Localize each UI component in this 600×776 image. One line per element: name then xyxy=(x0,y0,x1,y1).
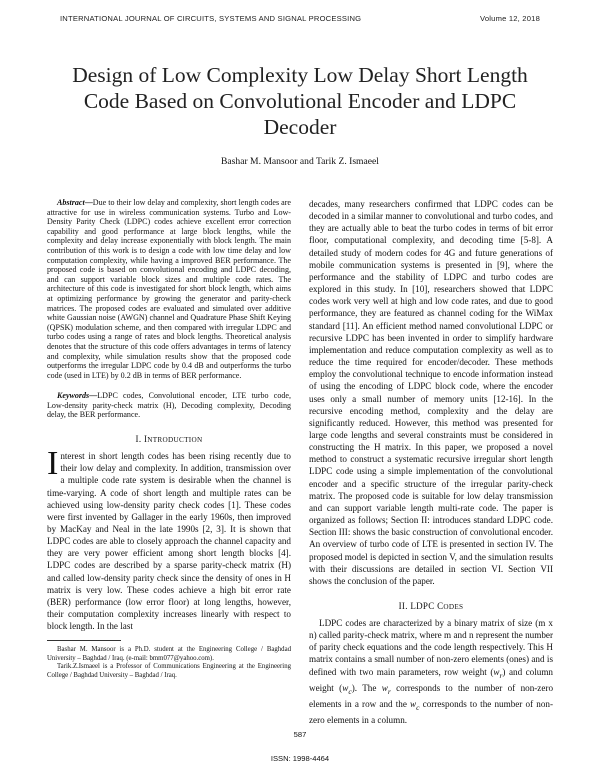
ldpc-paragraph xyxy=(309,617,553,726)
issn: ISSN: 1998-4464 xyxy=(270,754,330,763)
sym-sub: c xyxy=(416,702,420,712)
section-heading-introduction xyxy=(47,434,291,444)
abstract xyxy=(47,198,291,380)
sym-base: w xyxy=(381,682,388,693)
keywords-label: Keywords xyxy=(57,391,90,401)
keywords-text: LDPC codes, Convolutional encoder, LTE turbo code, Low-density parity-check matrix (H), Decoding complexity, Decoding delay, the BER performance. xyxy=(47,391,291,420)
section-first: LDPC C xyxy=(410,601,444,611)
footnote-author-1: Bashar M. Mansoor is a Ph.D. student at the Engineering College / Baghdad University – Baghdad / Iraq. (e-mail: bmm077@yahoo.com). xyxy=(47,646,291,662)
sym-sub: r xyxy=(499,670,503,680)
footnote-rule xyxy=(47,640,121,641)
abstract-dash: — xyxy=(84,198,93,207)
section-first: I xyxy=(143,434,148,445)
right-column xyxy=(309,198,553,726)
abstract-text: Due to their low delay and complexity, short length codes are attractive for use in wireless communication systems. Turbo and Low-Density Parity Check (LDPC) codes achieve excellent error correction capability and good performance at large block lengths, while the complexity and delay increase exponentially with block length. The main contribution of this work is to design a code with low time delay and low computation complexity, while having a improved BER performance. The proposed code is based on convolutional encoding and LDPC decoding, and can support variable block sizes and multiple code rates. The architecture of this code is investigated for short block length, which aims at optimizing performance by growing the generator and parity-check matrices. The proposed codes are evaluated and simulated over additive white Gaussian noise (AWGN) channel and Quadrature Phase Shift Keying (QPSK) modulation scheme, and then compared with irregular LDPC and turbo codes using a range of rates and block lengths. Theoretical analysis denotes that the structure of this code offers advantages in terms of latency and complexity, while simulation results show that the proposed code outperforms the irregular LDPC code by 0.4 dB and outperforms the turbo code (used in LTE) by 0.2 dB in terms of BER performance. xyxy=(47,198,291,380)
volume-info: Volume 12, 2018 xyxy=(480,14,540,23)
intro-paragraph xyxy=(47,445,291,632)
ldpc-text-d: corresponds to the number of non-zero elements in a row and the xyxy=(309,682,554,709)
keywords xyxy=(47,391,291,420)
ldpc-text-b: ) and column weight ( xyxy=(309,666,553,693)
symbol-wc xyxy=(342,682,352,696)
section-rest: ODES xyxy=(443,603,464,611)
intro-continuation: decades, many researchers confirmed that LDPC codes can be decoded in a similar manner to convolutional and turbo codes, and they are actually able to beat the turbo codes in terms of bit error floor, computational complexity, and decoding time [5-8]. A detailed study of modern codes for 4G and future generations of mobile communication systems is presented in [9], where the performance and the stability of LDPC and turbo codes are explored in this study. In [10], researchers showed that LDPC codes work very well at high and low code rates, and due to good performance, they are featured as channel coding for the WiMax standard [11]. An efficient method named convolutional LDPC or recursive LDPC has been invented in order to simplify hardware implementation and reduce computation complexity as well as to reduce the time required for encoder/decoder. These methods employ the convolutional technique to encode information instead of using the encoding of LDPC block code, where the encoder uses only a small number of memory units [12-16]. In the recursive encoding method, complexity and the delay are significantly reduced. However, this method was presented for large code lengths and several constraints must be considered in constructing the H matrix. In this paper, we proposed a novel method to construct a systematic recursive irregular short length LDPC code using a simple implementation of the convolutional encoder and a specific structure of the irregular parity-check matrix. The proposed code is suitable for low delay transmission and can support variable length multi-rate code. The paper is organized as follows; Section II: introduces standard LDPC code. Section III: shows the basic construction of convolutional encoder. An overview of turbo code of LTE is presented in section IV. The proposed model is depicted in section V, and the simulation results with their discussions are detailed in section VI. Section VII shows the conclusion of the paper. xyxy=(309,199,553,586)
section-heading-ldpc xyxy=(309,601,553,611)
section-numeral: II. xyxy=(398,601,408,611)
symbol-wc xyxy=(410,698,420,712)
intro-text: nterest in short length codes has been rising recently due to their low delay and complexity. In addition, transmission over a multiple code rate system is desirable when the channel is time-varying. A code of short length and multiple rates can be achieved using low-density parity check codes [1]. These codes were first invented by Gallager in the early 1960s, then improved by MacKay and Neal in the late 1990s [2, 3]. It is shown that LDPC codes are able to closely approach the channel capacity and they are very power efficient among short length blocks [4]. LDPC codes are described by a sparse parity-check matrix (H) and called low-density parity check since the density of ones in H matrix is very low. These codes achieve a high bit error rate (BER) performance (low error floor) at long lengths, however, their computation complexity increases linearly with respect to block length. In the last xyxy=(47,451,291,632)
abstract-label: Abstract xyxy=(57,198,85,207)
journal-name: INTERNATIONAL JOURNAL OF CIRCUITS, SYSTEMS AND SIGNAL PROCESSING xyxy=(60,14,362,23)
sym-sub: c xyxy=(348,686,352,696)
ldpc-text-c: ). The xyxy=(351,682,382,693)
drop-cap: I xyxy=(47,445,59,483)
paper-title: Design of Low Complexity Low Delay Short Length Code Based on Convolutional Encoder and LDPC Decoder xyxy=(72,63,528,139)
sym-base: w xyxy=(493,666,500,677)
section-rest: NTRODUCTION xyxy=(147,436,203,445)
keywords-dash: — xyxy=(89,391,98,401)
section-numeral: I. xyxy=(135,434,142,445)
ldpc-text-e: corresponds to the number of non-zero elements in a column. xyxy=(309,698,553,725)
ldpc-text-a: LDPC codes are characterized by a binary matrix of size (m x n) called parity-check matrix, where m and n represent the number of parity check equations and the code length respectively. This H matrix contains a small number of non-zero elements (ones) and is defined with two main parameters, row weight ( xyxy=(309,618,553,677)
paper-authors: Bashar M. Mansoor and Tarik Z. Ismaeel xyxy=(221,156,379,167)
page-number: 587 xyxy=(293,730,307,739)
symbol-wr xyxy=(381,682,391,696)
sym-base: w xyxy=(410,698,417,709)
sym-base: w xyxy=(342,682,349,693)
footnote-author-2: Tarik.Z.Ismaeel is a Professor of Communications Engineering at the Engineering College / Baghdad University – Baghdad / Iraq. xyxy=(47,663,291,679)
left-column xyxy=(47,198,291,680)
sym-sub: r xyxy=(387,686,391,696)
